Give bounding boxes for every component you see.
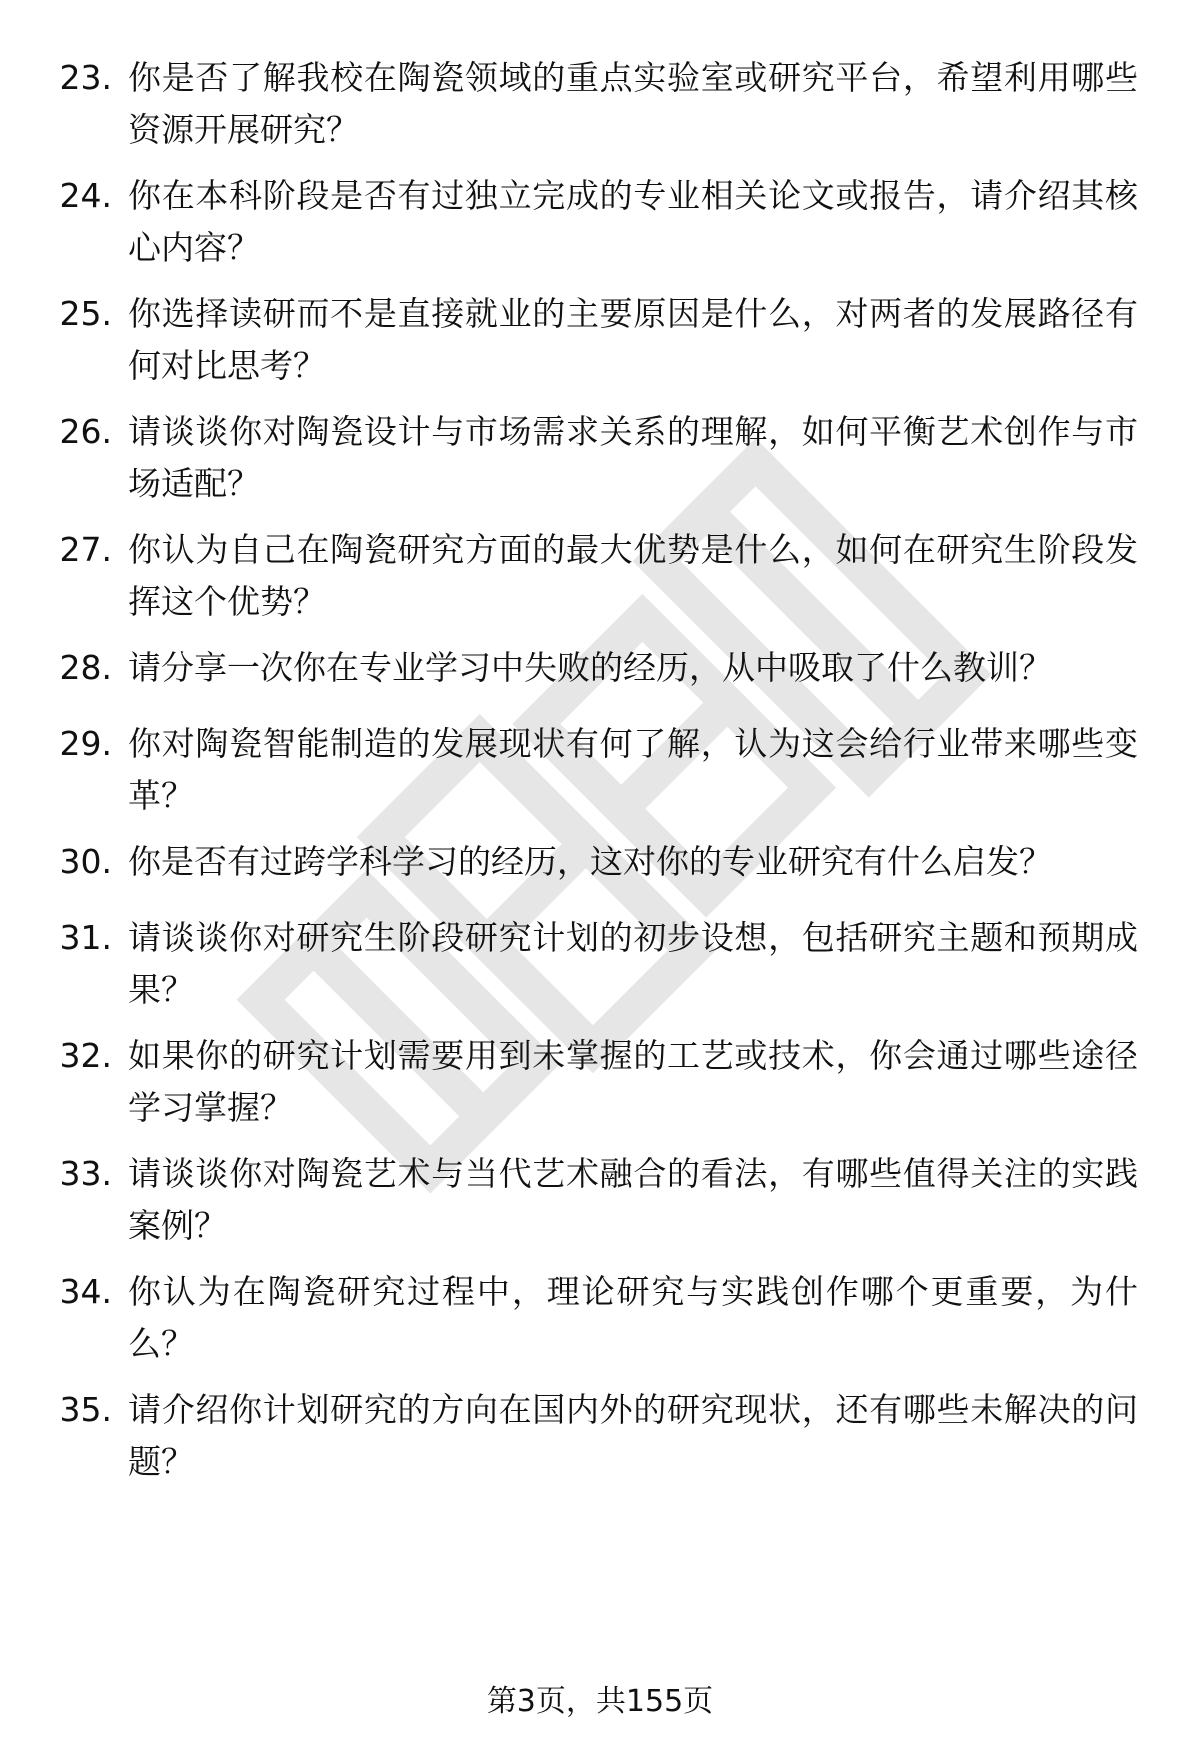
question-text: 你认为自己在陶瓷研究方面的最大优势是什么，如何在研究生阶段发挥这个优势？ <box>128 530 1138 621</box>
list-item <box>0 170 1200 290</box>
question-number: 35. <box>59 1390 112 1429</box>
question-text: 你是否有过跨学科学习的经历，这对你的专业研究有什么启发？ <box>128 842 1052 881</box>
question-text: 你是否了解我校在陶瓷领域的重点实验室或研究平台，希望利用哪些资源开展研究？ <box>128 58 1138 149</box>
question-text: 请分享一次你在专业学习中失败的经历，从中吸取了什么教训？ <box>128 648 1052 687</box>
question-number: 31. <box>59 918 112 957</box>
question-number: 33. <box>59 1154 112 1193</box>
question-number: 27. <box>59 530 112 569</box>
question-text: 请谈谈你对陶瓷艺术与当代艺术融合的看法，有哪些值得关注的实践案例？ <box>128 1154 1138 1245</box>
question-number: 26. <box>59 412 112 451</box>
list-item <box>0 1266 1200 1386</box>
list-item <box>0 406 1200 526</box>
question-number: 28. <box>59 648 112 687</box>
question-number: 29. <box>59 724 112 763</box>
list-item <box>0 52 1200 172</box>
list-item <box>0 288 1200 408</box>
question-number: 23. <box>59 58 112 97</box>
list-item <box>0 1148 1200 1268</box>
question-text: 如果你的研究计划需要用到未掌握的工艺或技术，你会通过哪些途径学习掌握？ <box>128 1036 1138 1127</box>
question-text: 你在本科阶段是否有过独立完成的专业相关论文或报告，请介绍其核心内容？ <box>128 176 1138 267</box>
list-item <box>0 1384 1200 1504</box>
question-number: 25. <box>59 294 112 333</box>
list-item <box>0 1030 1200 1150</box>
question-text: 请介绍你计划研究的方向在国内外的研究现状，还有哪些未解决的问题？ <box>128 1390 1138 1481</box>
list-item <box>0 524 1200 644</box>
question-text: 请谈谈你对陶瓷设计与市场需求关系的理解，如何平衡艺术创作与市场适配？ <box>128 412 1138 503</box>
list-item <box>0 912 1200 1032</box>
question-text: 你认为在陶瓷研究过程中，理论研究与实践创作哪个更重要，为什么？ <box>128 1272 1138 1363</box>
question-number: 24. <box>59 176 112 215</box>
question-number: 34. <box>59 1272 112 1311</box>
question-text: 请谈谈你对研究生阶段研究计划的初步设想，包括研究主题和预期成果？ <box>128 918 1138 1009</box>
list-item <box>0 718 1200 838</box>
question-text: 你对陶瓷智能制造的发展现状有何了解，认为这会给行业带来哪些变革？ <box>128 724 1138 815</box>
page-footer: 第3页，共155页 <box>486 1684 714 1719</box>
question-number: 30. <box>59 842 112 881</box>
question-text: 你选择读研而不是直接就业的主要原因是什么，对两者的发展路径有何对比思考？ <box>128 294 1138 385</box>
question-number: 32. <box>59 1036 112 1075</box>
